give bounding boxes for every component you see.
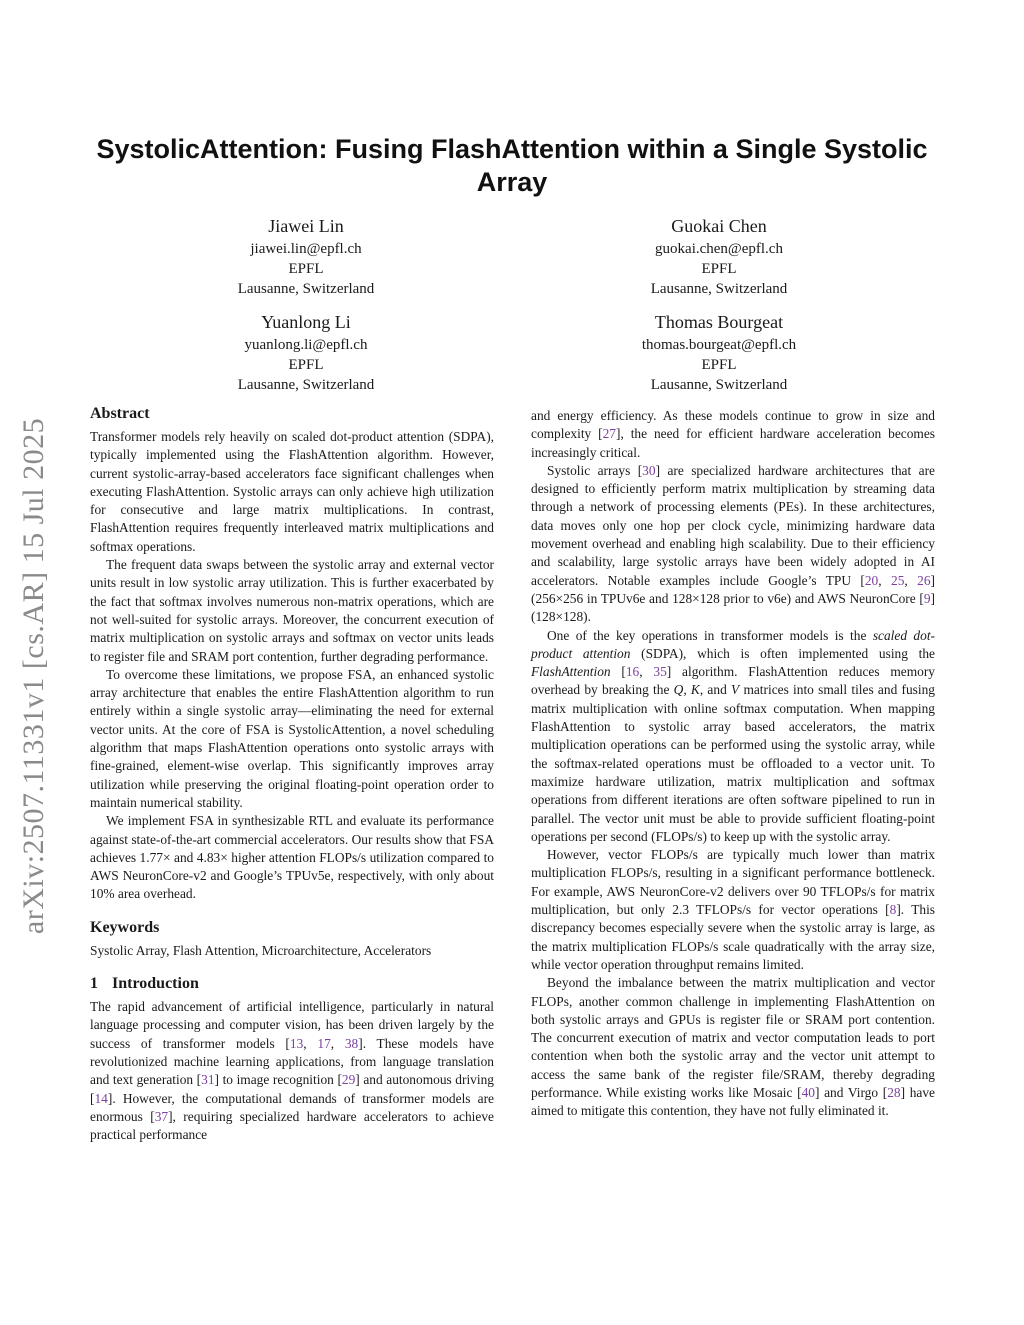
author-block	[569, 214, 869, 299]
author-block	[156, 310, 456, 395]
citation-link[interactable]: 16	[625, 664, 640, 680]
citation-link[interactable]: 38	[344, 1035, 359, 1051]
abstract-heading: Abstract	[90, 405, 150, 422]
citation-link[interactable]: 37	[154, 1108, 169, 1124]
author-email: yuanlong.li@epfl.ch	[244, 337, 368, 353]
body-paragraph: However, vector FLOPs/s are typically much lower than matrix multiplication FLOPs/s, resulting in a significant performance bottleneck. For example, AWS NeuronCore-v2 delivers over 90 TFLOPs/s for matrix multiplication, but only 2.3 TFLOPs/s for vector operations [8]. This discrepancy becomes especially severe when the systolic array is large, as the matrix multiplication FLOPs/s scale quadratically with the array size, while vector operation throughput remains limited.	[531, 847, 936, 972]
introduction-heading	[90, 974, 494, 994]
body-paragraph: Beyond the imbalance between the matrix multiplication and vector FLOPs, another common challenge in implementing FlashAttention on both systolic arrays and GPUs is register file or SRAM port contention. The concurrent execution of matrix and vector computation leads to port contention when both the systolic array and the vector unit attempt to access the same bank of the register file/SRAM, thereby degrading performance. While existing works like Mosaic [40] and Virgo [28] have aimed to mitigate this contention, they have not fully eliminated it.	[531, 975, 935, 1119]
keywords-heading: Keywords	[90, 918, 160, 936]
author-block	[156, 214, 456, 299]
author-email: guokai.chen@epfl.ch	[655, 241, 783, 257]
author-block	[569, 310, 869, 395]
citation-link[interactable]: 27	[602, 426, 616, 442]
author-affiliation: EPFL	[701, 357, 737, 373]
citation-link[interactable]: 8	[889, 902, 897, 918]
author-affiliation: EPFL	[288, 261, 324, 277]
section-title: Introduction	[112, 975, 199, 993]
author-location: Lausanne, Switzerland	[650, 281, 788, 297]
paper-title: SystolicAttention: Fusing FlashAttention within a Single Systolic Array	[96, 134, 928, 197]
author-location: Lausanne, Switzerland	[237, 281, 375, 297]
abstract-paragraph: To overcome these limitations, we propose FSA, an enhanced systolic array architecture that enables the entire FlashAttention algorithm to run entirely within a single systolic array—eliminating the need for external vector units. At the core of FSA is SystolicAttention, a novel scheduling algorithm that maps FlashAttention operations onto systolic arrays with fine-grained, element-wise overlap. This significantly improves array utilization while preserving the original floating-point operation order to maintain numerical stability.	[90, 666, 494, 810]
citation-link[interactable]: 14	[94, 1090, 108, 1106]
abstract-paragraph: The frequent data swaps between the systolic array and external vector units result in low systolic array utilization. This is further exacerbated by the fact that softmax involves numerous non-matrix operations, which are not well-suited for systolic arrays. Moreover, the concurrent execution of matrix multiplication on systolic arrays and softmax on vector units leads to register file and SRAM port contention, further degrading performance.	[90, 557, 494, 664]
citation-link[interactable]: 25	[891, 572, 905, 588]
citation-link[interactable]: 28	[887, 1084, 901, 1100]
body-paragraph: One of the key operations in transformer models is the scaled dot-product attention (SDPA), which is often implemented using the FlashAttention [16, 35] algorithm. FlashAttention reduces memory overhead by breaking the Q, K, and V matrices into small tiles and fusing matrix multiplication with online softmax computation. When mapping FlashAttention to systolic array based accelerators, the matrix multiplication operations can be performed using the systolic array, while the softmax-related operations must be offloaded to a vector unit. To maximize hardware utilization, matrix multiplication and softmax operations from different iterations are often software pipelined to run in parallel. The vector unit must be able to provide sufficient floating-point operations per second (FLOPs/s) to keep up with the systolic array.	[531, 627, 935, 844]
author-location: Lausanne, Switzerland	[237, 377, 375, 393]
section-number: 1	[90, 975, 98, 993]
author-affiliation: EPFL	[288, 357, 324, 373]
arxiv-identifier	[12, 376, 56, 976]
right-column	[531, 407, 935, 1121]
abstract-paragraph: Transformer models rely heavily on scaled dot-product attention (SDPA), typically implemented using the FlashAttention algorithm. However, current systolic-array-based accelerators face significant challenges when executing FlashAttention. Systolic arrays can only achieve high utilization for consecutive and large matrix multiplications. In contrast, FlashAttention requires frequently interleaved matrix multiplications and softmax operations.	[90, 429, 494, 554]
author-name: Thomas Bourgeat	[654, 312, 784, 332]
author-email: thomas.bourgeat@epfl.ch	[641, 337, 797, 353]
citation-link[interactable]: 30	[642, 462, 656, 478]
author-location: Lausanne, Switzerland	[650, 377, 788, 393]
citation-link[interactable]: 31	[201, 1072, 215, 1088]
intro-paragraph: The rapid advancement of artificial intelligence, particularly in natural language processing and computer vision, has been driven largely by the success of transformer models [13, 17, 38]. These models have revolutionized machine learning applications, from language translation and text generation [31] to image recognition [29] and autonomous driving [14]. However, the computational demands of transformer models are enormous [37], requiring specialized hardware accelerators to achieve practical performance	[90, 999, 494, 1143]
citation-link[interactable]: 35	[653, 664, 667, 680]
body-paragraph: Systolic arrays [30] are specialized hardware architectures that are designed to efficiently perform matrix multiplication by streaming data through a network of processing elements (PEs). In these architectures, data moves only one hop per clock cycle, minimizing hardware data movement overhead and enabling high scalability. Due to their efficiency and scalability, large systolic arrays have been widely adopted in AI accelerators. Notable examples include Google’s TPU [20, 25, 26] (256×256 in TPUv6e and 128×128 prior to v6e) and AWS NeuronCore [9] (128×128).	[531, 462, 935, 625]
left-column	[90, 404, 494, 1144]
arxiv-identifier-text: arXiv:2507.11331v1 [cs.AR] 15 Jul 2025	[17, 417, 50, 935]
citation-link[interactable]: 20	[864, 572, 879, 588]
citation-link[interactable]: 17	[317, 1035, 331, 1051]
citation-link[interactable]: 40	[801, 1084, 815, 1100]
citation-link[interactable]: 29	[341, 1072, 356, 1088]
author-affiliation: EPFL	[701, 261, 737, 277]
keywords-text: Systolic Array, Flash Attention, Microarchitecture, Accelerators	[90, 942, 432, 958]
citation-link[interactable]: 26	[917, 572, 931, 588]
author-name: Jiawei Lin	[268, 216, 344, 236]
author-name: Guokai Chen	[671, 216, 767, 236]
author-name: Yuanlong Li	[261, 312, 351, 332]
body-paragraph: and energy efficiency. As these models continue to grow in size and complexity [27], the need for efficient hardware acceleration becomes increasingly critical.	[531, 408, 935, 460]
author-email: jiawei.lin@epfl.ch	[250, 241, 362, 257]
citation-link[interactable]: 13	[289, 1035, 304, 1051]
abstract-paragraph: We implement FSA in synthesizable RTL and evaluate its performance against state-of-the-art commercial accelerators. Our results show that FSA achieves 1.77× and 4.83× higher attention FLOPs/s utilization compared to AWS NeuronCore-v2 and Google’s TPUv5e, respectively, with only about 10% area overhead.	[90, 813, 494, 902]
citation-link[interactable]: 9	[923, 590, 931, 606]
